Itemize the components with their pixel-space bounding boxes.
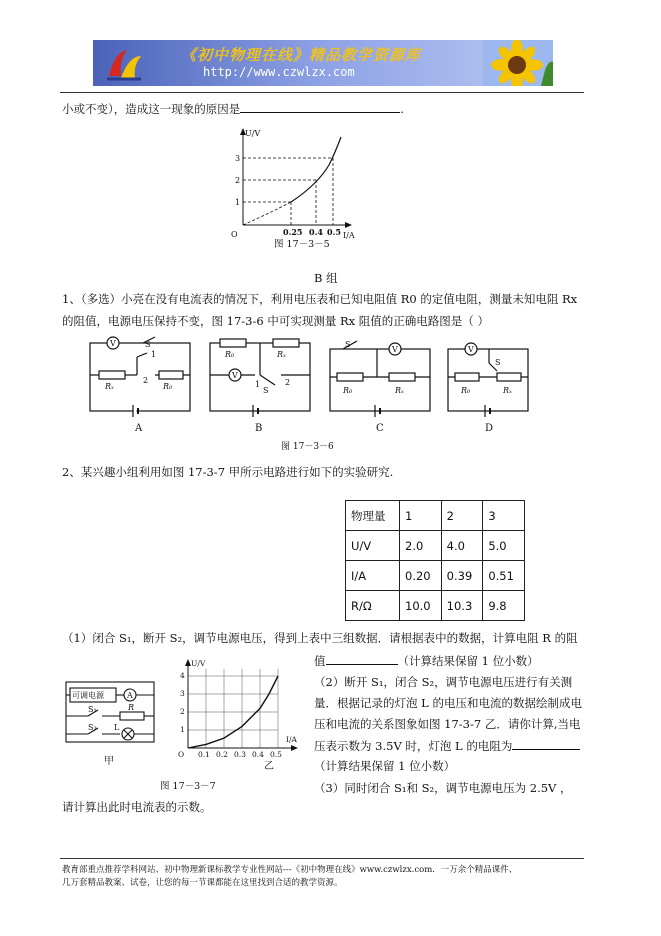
- resistor-label: R₀: [343, 386, 353, 395]
- caption-17-3-7: 图 17－3－7: [160, 781, 216, 792]
- table-cell: 0.51: [483, 561, 525, 591]
- terminal-label: 2: [285, 378, 291, 387]
- table-cell: R/Ω: [346, 591, 400, 621]
- table-row: [346, 591, 525, 621]
- graph1-xtick: 0.5: [327, 227, 341, 237]
- figure-jia-label: 甲: [104, 756, 114, 767]
- caption-17-3-6: 图 17－3－6: [281, 442, 334, 452]
- lamp-icon: L: [114, 723, 120, 732]
- table-row: [346, 501, 525, 531]
- terminal-label: 1: [151, 350, 157, 359]
- section-title: B 组: [314, 271, 338, 285]
- graph2-xlabel: I/A: [286, 735, 297, 744]
- graph2-ytick: 1: [180, 725, 185, 734]
- circuit-jia: [62, 668, 162, 768]
- resistor-label: Rₓ: [395, 386, 404, 395]
- switch-label: S: [345, 340, 351, 349]
- graph1-xlabel: I/A: [343, 231, 355, 240]
- circuit-label: C: [376, 423, 384, 434]
- q2-part3-line2: 请计算出此时电流表的示数。: [62, 800, 212, 814]
- graph2-xtick: 0.5: [270, 750, 282, 759]
- q2-part3-line1: （3）同时闭合 S₁和 S₂，调节电源电压为 2.5V ，: [314, 781, 572, 795]
- table-header-cell: 物理量: [346, 501, 400, 531]
- resistor-label: Rₓ: [503, 386, 512, 395]
- power-source-label: 可调电源: [72, 691, 104, 700]
- table-row: [346, 561, 525, 591]
- q1-line2: 的阻值，电源电压保持不变，图 17-3-6 中可实现测量 Rx 阻值的正确电路图是（ ）: [62, 314, 489, 328]
- graph2-xtick: 0.3: [234, 750, 246, 759]
- answer-blank[interactable]: [326, 653, 398, 665]
- graph2-xtick: 0.2: [216, 750, 228, 759]
- resistor-label: Rₓ: [277, 350, 286, 359]
- ammeter-icon: A: [127, 691, 133, 700]
- q2-intro: 2、某兴趣小组利用如图 17-3-7 甲所示电路进行如下的实验研究.: [62, 465, 394, 479]
- table-cell: 2.0: [400, 531, 442, 561]
- table-cell: 5.0: [483, 531, 525, 561]
- graph2-xtick: 0.4: [252, 750, 264, 759]
- graph2-origin: O: [178, 750, 185, 759]
- table-row: [346, 531, 525, 561]
- resistor-label: R₀: [225, 350, 235, 359]
- q2-part2-line5: （计算结果保留 1 位小数）: [314, 759, 456, 773]
- footer-line1: 教育部重点推荐学科网站、初中物理新课标教学专业性网站---《初中物理在线》www.czwlzx.com．一万余个精品课件、: [62, 865, 518, 875]
- circuit-d: [448, 343, 528, 417]
- graph2-xtick: 0.1: [198, 750, 210, 759]
- q2-part2-line1: （2）断开 S₁，闭合 S₂，调节电源电压进行有关测: [314, 675, 573, 689]
- circuit-label: B: [255, 423, 263, 434]
- q2-part1-line1: （1）闭合 S₁，断开 S₂，调节电源电压，得到上表中三组数据．请根据表中的数据，计算电阻 R 的阻: [62, 631, 578, 645]
- switch-s1-label: S₁: [88, 705, 97, 714]
- resistor-label: R₀: [163, 382, 173, 391]
- answer-blank[interactable]: [240, 101, 400, 113]
- answer-blank[interactable]: [512, 738, 580, 750]
- header-banner: [93, 40, 553, 86]
- terminal-label: 2: [143, 376, 149, 385]
- table-cell: 10.3: [441, 591, 483, 621]
- circuit-label: D: [485, 423, 494, 434]
- header-rule: [60, 92, 584, 93]
- graph1-ytick: 2: [235, 176, 241, 185]
- table-cell: 9.8: [483, 591, 525, 621]
- circuit-c: [330, 341, 430, 417]
- graph-17-3-5: [225, 125, 355, 247]
- circuit-label: A: [135, 423, 143, 434]
- graph1-ylabel: U/V: [245, 129, 261, 138]
- data-table: [345, 500, 525, 621]
- graph1-ytick: 1: [235, 198, 241, 207]
- circuit-diagrams-17-3-6: [85, 335, 535, 457]
- banner-url[interactable]: http://www.czwlzx.com: [203, 65, 355, 79]
- resistor-label: R₀: [461, 386, 471, 395]
- graph1-xtick: 0.25: [283, 227, 303, 237]
- graph1-origin: O: [231, 230, 238, 239]
- top-line: 小或不变），造成这一现象的原因是 .: [62, 102, 404, 116]
- switch-label: S: [145, 340, 151, 349]
- table-cell: 10.0: [400, 591, 442, 621]
- terminal-label: 1: [255, 380, 261, 389]
- graph2-ytick: 3: [180, 689, 185, 698]
- graph2-ytick: 4: [180, 671, 185, 680]
- voltmeter-icon: V: [392, 345, 398, 354]
- switch-label: S: [263, 386, 269, 395]
- q2-part2-line4: 压表示数为 3.5V 时，灯泡 L 的电阻为: [314, 738, 580, 753]
- circuit-a: [90, 337, 190, 417]
- table-cell: I/A: [346, 561, 400, 591]
- table-cell: 0.20: [400, 561, 442, 591]
- q2-part2-line2: 量．根据记录的灯泡 L 的电压和电流的数据绘制成电: [314, 696, 582, 710]
- graph-yi: [170, 656, 305, 774]
- footer-rule: [60, 858, 584, 859]
- graph1-ytick: 3: [235, 154, 241, 163]
- voltmeter-icon: V: [232, 371, 238, 380]
- table-cell: U/V: [346, 531, 400, 561]
- resistor-label: Rₓ: [105, 382, 114, 391]
- figure-yi-label: 乙: [264, 761, 274, 772]
- resistor-r-label: R: [128, 703, 135, 712]
- graph2-ylabel: U/V: [191, 659, 206, 668]
- banner-title: 《初中物理在线》精品教学资源库: [181, 46, 422, 64]
- q2-part2-line3: 压和电流的关系图象如图 17-3-7 乙．请你计算,当电: [314, 717, 581, 731]
- voltmeter-icon: V: [468, 345, 474, 354]
- switch-s2-label: S₂: [88, 723, 97, 732]
- caption-17-3-5: 图 17－3－5: [274, 239, 330, 250]
- voltmeter-icon: V: [110, 339, 116, 348]
- table-header-cell: 2: [441, 501, 483, 531]
- table-header-cell: 1: [400, 501, 442, 531]
- table-header-cell: 3: [483, 501, 525, 531]
- switch-label: S: [495, 358, 501, 367]
- q2-part1-line2: 值 （计算结果保留 1 位小数）: [314, 654, 539, 668]
- table-cell: 0.39: [441, 561, 483, 591]
- q1-line1: 1、（多选）小亮在没有电流表的情况下，利用电压表和已知电阻值 R0 的定值电阻，测量未知电阻 Rx: [62, 292, 578, 306]
- graph2-ytick: 2: [180, 707, 185, 716]
- table-cell: 4.0: [441, 531, 483, 561]
- footer-line2: 几万套精品教案、试卷，让您的每一节课都能在这里找到合适的教学资源。: [62, 878, 343, 888]
- site-logo-icon: [105, 46, 143, 82]
- graph1-xtick: 0.4: [309, 227, 323, 237]
- sunflower-icon: [483, 40, 553, 86]
